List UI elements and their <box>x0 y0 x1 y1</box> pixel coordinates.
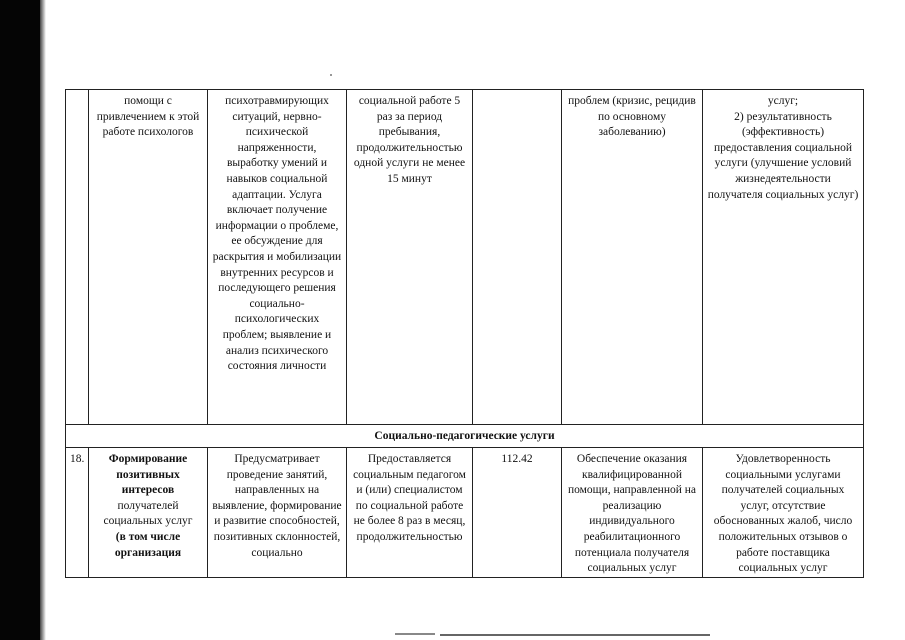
cell-conditions: проблем (кризис, рецидив по основному заболеванию) <box>562 90 703 425</box>
table-section-row <box>66 425 864 448</box>
cell-service-terms: Предоставляется социальным педагогом и (или) специалистом по социальной работе не более 8 раз в месяц, продолжительностью <box>347 448 473 578</box>
cell-service-name: помощи с привлечением к этой работе психологов <box>89 90 208 425</box>
scan-edge-shadow <box>40 0 46 640</box>
cell-quality-indicators: Удовлетворенность социальными услугами получателей социальных услуг, отсутствие обоснованных жалоб, число положительных отзывов о работе поставщика социальных услуг <box>703 448 864 578</box>
cell-conditions: Обеспечение оказания квалифицированной помощи, направленной на реализацию индивидуального реабилитационного потенциала получателя социальных услуг <box>562 448 703 578</box>
services-table <box>65 89 864 578</box>
cell-service-terms: социальной работе 5 раз за период пребывания, продолжительностью одной услуги не менее 15 минут <box>347 90 473 425</box>
scan-artifact-line <box>395 633 435 635</box>
scan-speck <box>330 74 332 76</box>
cell-service-description: психотравмирующих ситуаций, нервно-психической напряженности, выработку умений и навыков социальной адаптации. Услуга включает получение информации о проблеме, ее обсуждение для раскрытия и мобилизации внутренних ресурсов и последующего решения социально-психологических проблем; выявление и анализ психического состояния личности <box>208 90 347 425</box>
service-name-bold-tail: (в том числе организация <box>114 530 182 559</box>
scan-artifact-line <box>440 634 710 636</box>
scan-dark-edge <box>0 0 42 640</box>
table-row-18 <box>66 448 864 578</box>
cell-number: 18. <box>66 448 89 578</box>
cell-tariff: 112.42 <box>473 448 562 578</box>
table-row-continuation <box>66 90 864 425</box>
cell-number <box>66 90 89 425</box>
cell-tariff <box>473 90 562 425</box>
section-title: Социально-педагогические услуги <box>66 425 864 448</box>
cell-service-name <box>89 448 208 578</box>
service-name-bold: Формирование позитивных интересов <box>108 453 188 497</box>
service-name-regular: получателей социальных услуг <box>103 499 193 528</box>
cell-quality-indicators: услуг; 2) результативность (эффективность) предоставления социальной услуги (улучшение условий жизнедеятельности получателя социальных услуг) <box>703 90 864 425</box>
cell-service-description: Предусматривает проведение занятий, направленных на выявление, формирование и развитие способностей, позитивных склонностей, социально <box>208 448 347 578</box>
